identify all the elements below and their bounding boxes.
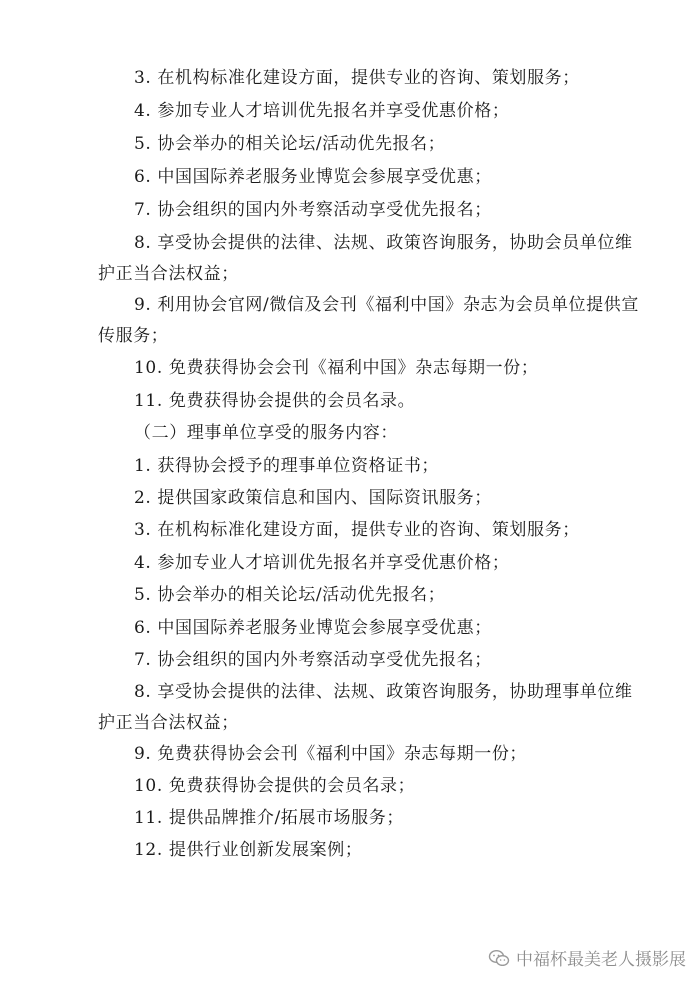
text-line-director-8: 8. 享受协会提供的法律、法规、政策咨询服务，协助理事单位维 <box>134 682 633 702</box>
text-line-director-3: 3. 在机构标准化建设方面，提供专业的咨询、策划服务； <box>134 520 580 540</box>
section-heading-director: （二）理事单位享受的服务内容： <box>134 423 398 443</box>
text-line-member-9: 9. 利用协会官网/微信及会刊《福利中国》杂志为会员单位提供宣 <box>134 295 639 315</box>
wechat-icon <box>488 949 510 967</box>
watermark-text: 中福杯最美老人摄影展 <box>516 950 686 970</box>
text-line-director-11: 11. 提供品牌推介/拓展市场服务； <box>134 808 404 828</box>
text-line-member-8: 8. 享受协会提供的法律、法规、政策咨询服务，协助会员单位维 <box>134 233 633 253</box>
text-line-director-10: 10. 免费获得协会提供的会员名录； <box>134 776 416 796</box>
text-line-director-5: 5. 协会举办的相关论坛/活动优先报名； <box>134 585 446 605</box>
text-line-member-10: 10. 免费获得协会会刊《福利中国》杂志每期一份； <box>134 358 539 378</box>
text-line-member-8-cont: 护正当合法权益； <box>98 264 239 284</box>
text-line-director-8-cont: 护正当合法权益； <box>98 713 239 733</box>
text-line-director-4: 4. 参加专业人才培训优先报名并享受优惠价格； <box>134 553 510 573</box>
text-line-director-12: 12. 提供行业创新发展案例； <box>134 840 363 860</box>
text-line-member-4: 4. 参加专业人才培训优先报名并享受优惠价格； <box>134 101 510 121</box>
text-line-member-11: 11. 免费获得协会提供的会员名录。 <box>134 391 416 411</box>
text-line-member-7: 7. 协会组织的国内外考察活动享受优先报名； <box>134 200 492 220</box>
text-line-director-6: 6. 中国国际养老服务业博览会参展享受优惠； <box>134 618 492 638</box>
watermark <box>488 945 686 970</box>
text-line-director-7: 7. 协会组织的国内外考察活动享受优先报名； <box>134 650 492 670</box>
text-line-director-1: 1. 获得协会授予的理事单位资格证书； <box>134 456 440 476</box>
text-line-member-6: 6. 中国国际养老服务业博览会参展享受优惠； <box>134 167 492 187</box>
text-line-director-9: 9. 免费获得协会会刊《福利中国》杂志每期一份； <box>134 744 528 764</box>
text-line-director-2: 2. 提供国家政策信息和国内、国际资讯服务； <box>134 488 492 508</box>
text-line-member-3: 3. 在机构标准化建设方面，提供专业的咨询、策划服务； <box>134 68 580 88</box>
text-line-member-5: 5. 协会举办的相关论坛/活动优先报名； <box>134 134 446 154</box>
text-line-member-9-cont: 传服务； <box>98 326 169 346</box>
